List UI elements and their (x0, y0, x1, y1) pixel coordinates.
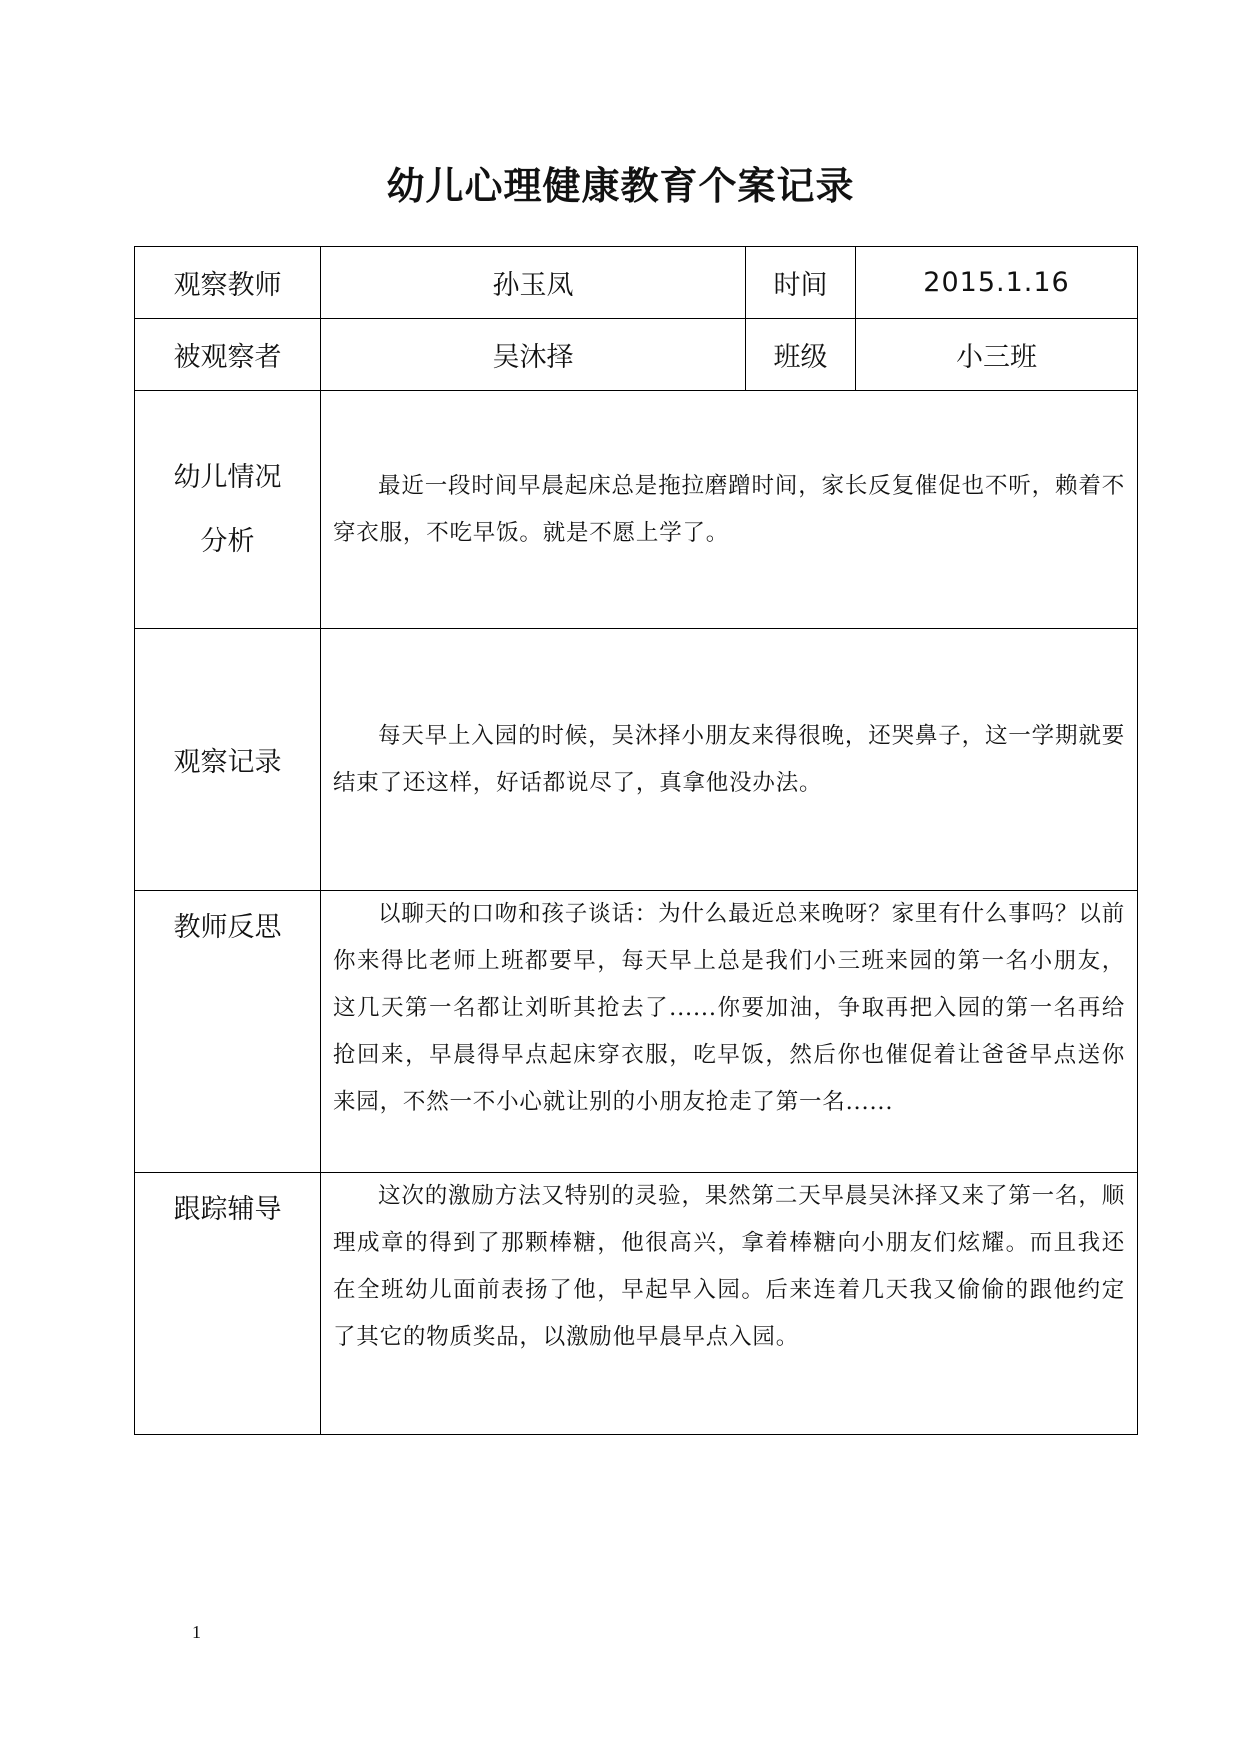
time-value: 2015.1.16 (856, 247, 1138, 319)
class-label: 班级 (746, 319, 856, 391)
observer-value: 孙玉凤 (321, 247, 746, 319)
subject-value: 吴沐择 (321, 319, 746, 391)
table-row (135, 391, 1138, 629)
subject-label: 被观察者 (135, 319, 321, 391)
analysis-label-line1: 幼儿情况 (173, 461, 282, 493)
followup-label: 跟踪辅导 (135, 1173, 321, 1435)
case-record-table (134, 246, 1138, 1435)
table-row (135, 319, 1138, 391)
followup-text: 这次的激励方法又特别的灵验，果然第二天早晨吴沐择又来了第一名，顺理成章的得到了那颗棒糖，他很高兴，拿着棒糖向小朋友们炫耀。而且我还在全班幼儿面前表扬了他，早起早入园。后来连着几天我又偷偷的跟他约定了其它的物质奖品，以激励他早晨早点入园。 (321, 1173, 1138, 1435)
observer-label: 观察教师 (135, 247, 321, 319)
table-row (135, 247, 1138, 319)
analysis-label-line2: 分析 (200, 525, 255, 557)
table-row (135, 891, 1138, 1173)
reflection-text: 以聊天的口吻和孩子谈话：为什么最近总来晚呀？家里有什么事吗？以前你来得比老师上班都要早，每天早上总是我们小三班来园的第一名小朋友，这几天第一名都让刘昕其抢去了......你要加油，争取再把入园的第一名再给抢回来，早晨得早点起床穿衣服，吃早饭，然后你也催促着让爸爸早点送你来园，不然一不小心就让别的小朋友抢走了第一名...... (321, 891, 1138, 1173)
table-row (135, 1173, 1138, 1435)
page-number: 1 (192, 1622, 201, 1642)
observation-label: 观察记录 (135, 629, 321, 891)
table-row (135, 629, 1138, 891)
analysis-label (135, 391, 321, 629)
class-value: 小三班 (856, 319, 1138, 391)
observation-text: 每天早上入园的时候，吴沐择小朋友来得很晚，还哭鼻子，这一学期就要结束了还这样，好话都说尽了，真拿他没办法。 (321, 629, 1138, 891)
reflection-label: 教师反思 (135, 891, 321, 1173)
time-label: 时间 (746, 247, 856, 319)
analysis-text: 最近一段时间早晨起床总是拖拉磨蹭时间，家长反复催促也不听，赖着不穿衣服，不吃早饭。就是不愿上学了。 (321, 391, 1138, 629)
page-title: 幼儿心理健康教育个案记录 (386, 163, 855, 208)
